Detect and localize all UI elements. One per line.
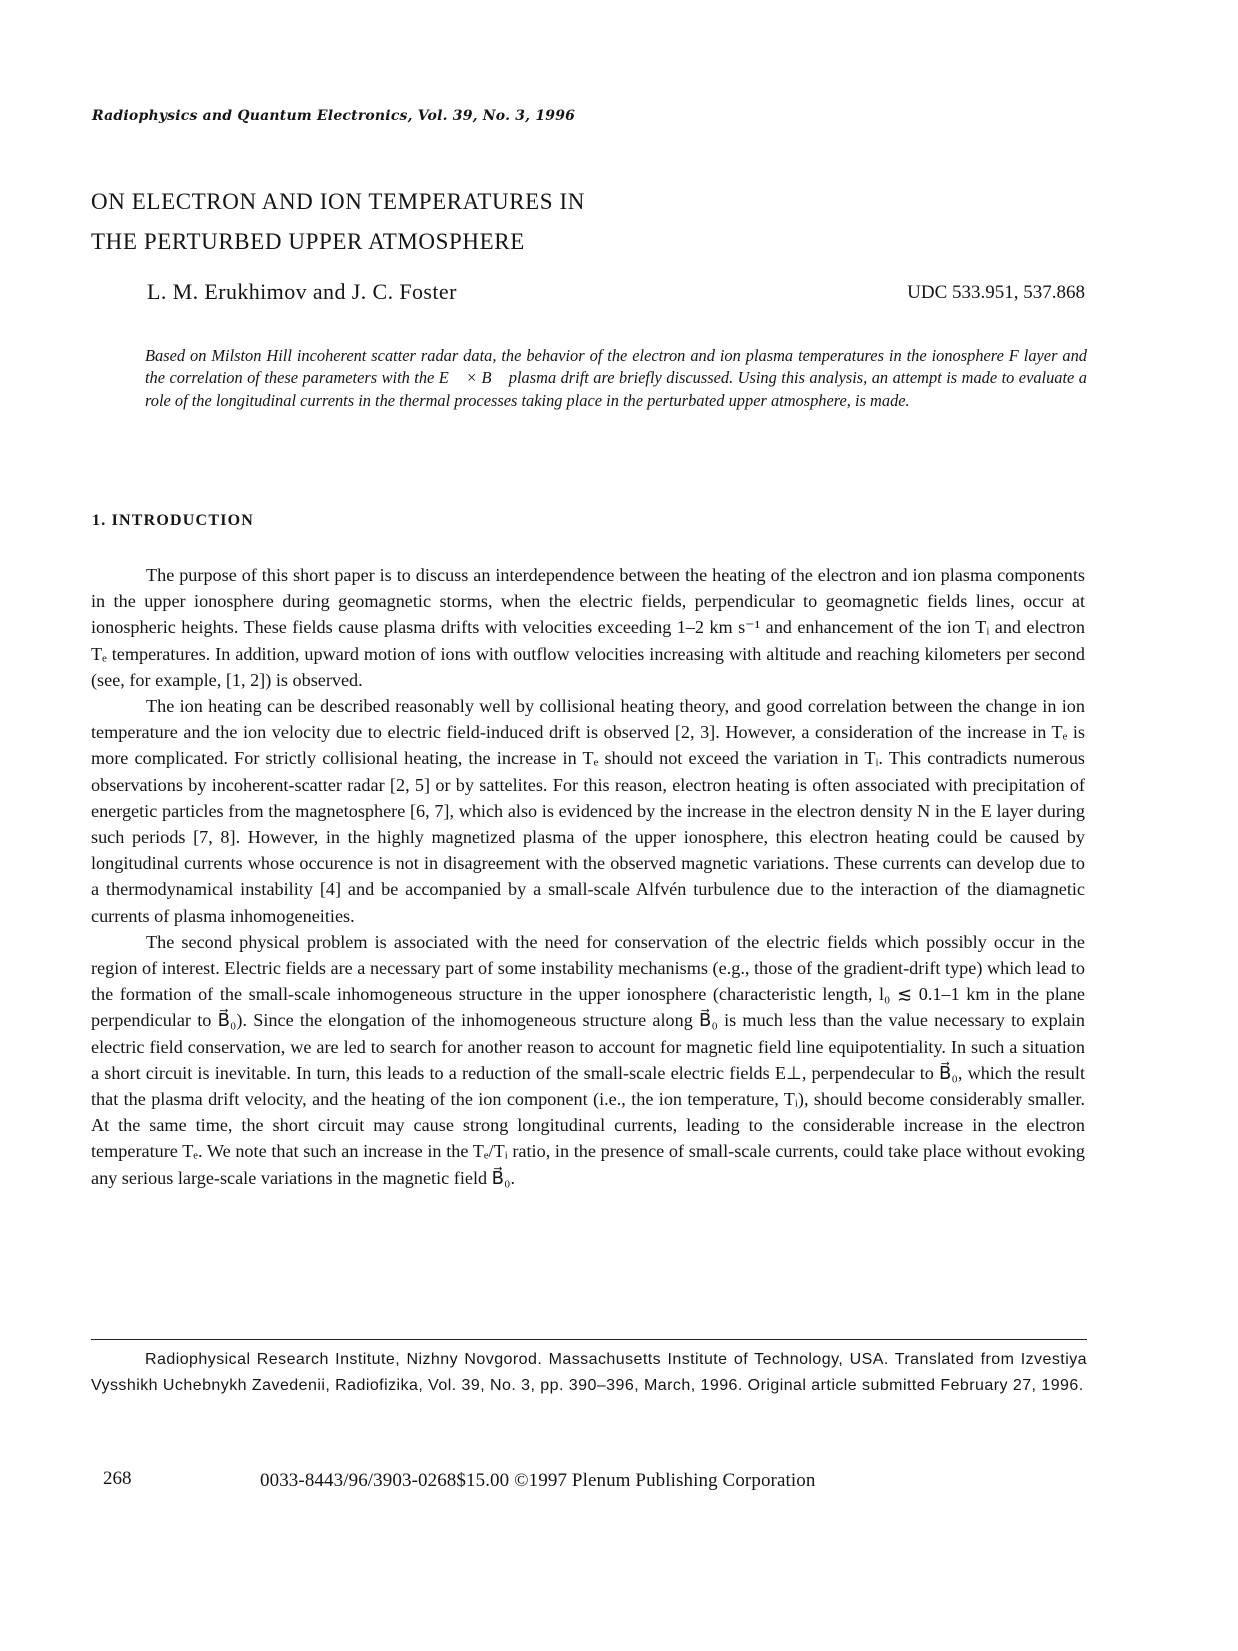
authors: L. M. Erukhimov and J. C. Foster <box>147 279 457 304</box>
abstract: Based on Milston Hill incoherent scatter radar data, the behavior of the electron and ion plasma temperatures in the ionosphere F layer and the correlation of these parameters with the E⃗ × B⃗ plasma drift are briefly discussed. Using this analysis, an attempt is made to evaluate a role of the longitudinal currents in the thermal processes taking place in the perturbated upper atmosphere, is made. <box>145 346 1087 410</box>
body-text <box>91 562 1085 1191</box>
udc-code: UDC 533.951, 537.868 <box>907 282 1085 303</box>
page-number: 268 <box>103 1468 132 1489</box>
paragraph-3: The second physical problem is associated with the need for conservation of the electric fields which possibly occur in the region of interest. Electric fields are a necessary part of some instability mechanisms (e.g., those of the gradient-drift type) which lead to the formation of the small-scale inhomogeneous structure in the upper ionosphere (characteristic length, l₀ ≲ 0.1–1 km in the plane perpendicular to B⃗₀). Since the elongation of the inhomogeneous structure along B⃗₀ is much less than the value necessary to explain electric field conservation, we are led to search for another reason to account for magnetic field line equipotentiality. In such a situation a short circuit is inevitable. In turn, this leads to a reduction of the small-scale electric fields E⊥, perpendecular to B⃗₀, which the result that the plasma drift velocity, and the heating of the ion component (i.e., the ion temperature, Tᵢ), should become considerably smaller. At the same time, the short circuit may cause strong longitudinal currents, leading to the considerable increase in the electron temperature Tₑ. We note that such an increase in the Tₑ/Tᵢ ratio, in the presence of small-scale currents, could take place without evoking any serious large-scale variations in the magnetic field B⃗₀. <box>91 931 1085 1188</box>
section-heading: 1. INTRODUCTION <box>92 512 255 529</box>
footnote-text: Radiophysical Research Institute, Nizhny Novgorod. Massachusetts Institute of Technology, USA. Translated from Izvestiya Vysshikh Uchebnykh Zavedenii, Radiofizika, Vol. 39, No. 3, pp. 390–396, March, 1996. Original article submitted February 27, 1996. <box>91 1351 1087 1394</box>
footnote <box>91 1347 1087 1398</box>
paragraph-1: The purpose of this short paper is to discuss an interdependence between the heating of the electron and ion plasma components in the upper ionosphere during geomagnetic storms, when the electric fields, perpendicular to geomagnetic fields lines, occur at ionospheric heights. These fields cause plasma drifts with velocities exceeding 1–2 km s⁻¹ and enhancement of the ion Tᵢ and electron Tₑ temperatures. In addition, upward motion of ions with outflow velocities increasing with altitude and reaching kilometers per second (see, for example, [1, 2]) is observed. <box>91 565 1085 690</box>
paragraph-2: The ion heating can be described reasonably well by collisional heating theory, and good correlation between the change in ion temperature and the ion velocity due to electric field-induced drift is observed [2, 3]. However, a consideration of the increase in Tₑ is more complicated. For strictly collisional heating, the increase in Tₑ should not exceed the variation in Tᵢ. This contradicts numerous observations by incoherent-scatter radar [2, 5] or by sattelites. For this reason, electron heating is often associated with precipitation of energetic particles from the magnetosphere [6, 7], which also is evidenced by the increase in the electron density N in the E layer during such periods [7, 8]. However, in the highly magnetized plasma of the upper ionosphere, this electron heating could be caused by longitudinal currents whose occurence is not in disagreement with the observed magnetic variations. These currents can develop due to a thermodynamical instability [4] and be accompanied by a small-scale Alfvén turbulence due to the interaction of the diamagnetic currents of plasma inhomogeneities. <box>91 696 1085 926</box>
title-line-1: ON ELECTRON AND ION TEMPERATURES IN <box>91 189 585 214</box>
title-line-2: THE PERTURBED UPPER ATMOSPHERE <box>91 229 525 254</box>
footnote-divider <box>91 1339 1087 1340</box>
journal-citation: Radiophysics and Quantum Electronics, Vol. 39, No. 3, 1996 <box>92 108 576 124</box>
paper-title <box>91 182 585 262</box>
copyright-line: 0033-8443/96/3903-0268$15.00 ©1997 Plenum Publishing Corporation <box>260 1470 816 1491</box>
